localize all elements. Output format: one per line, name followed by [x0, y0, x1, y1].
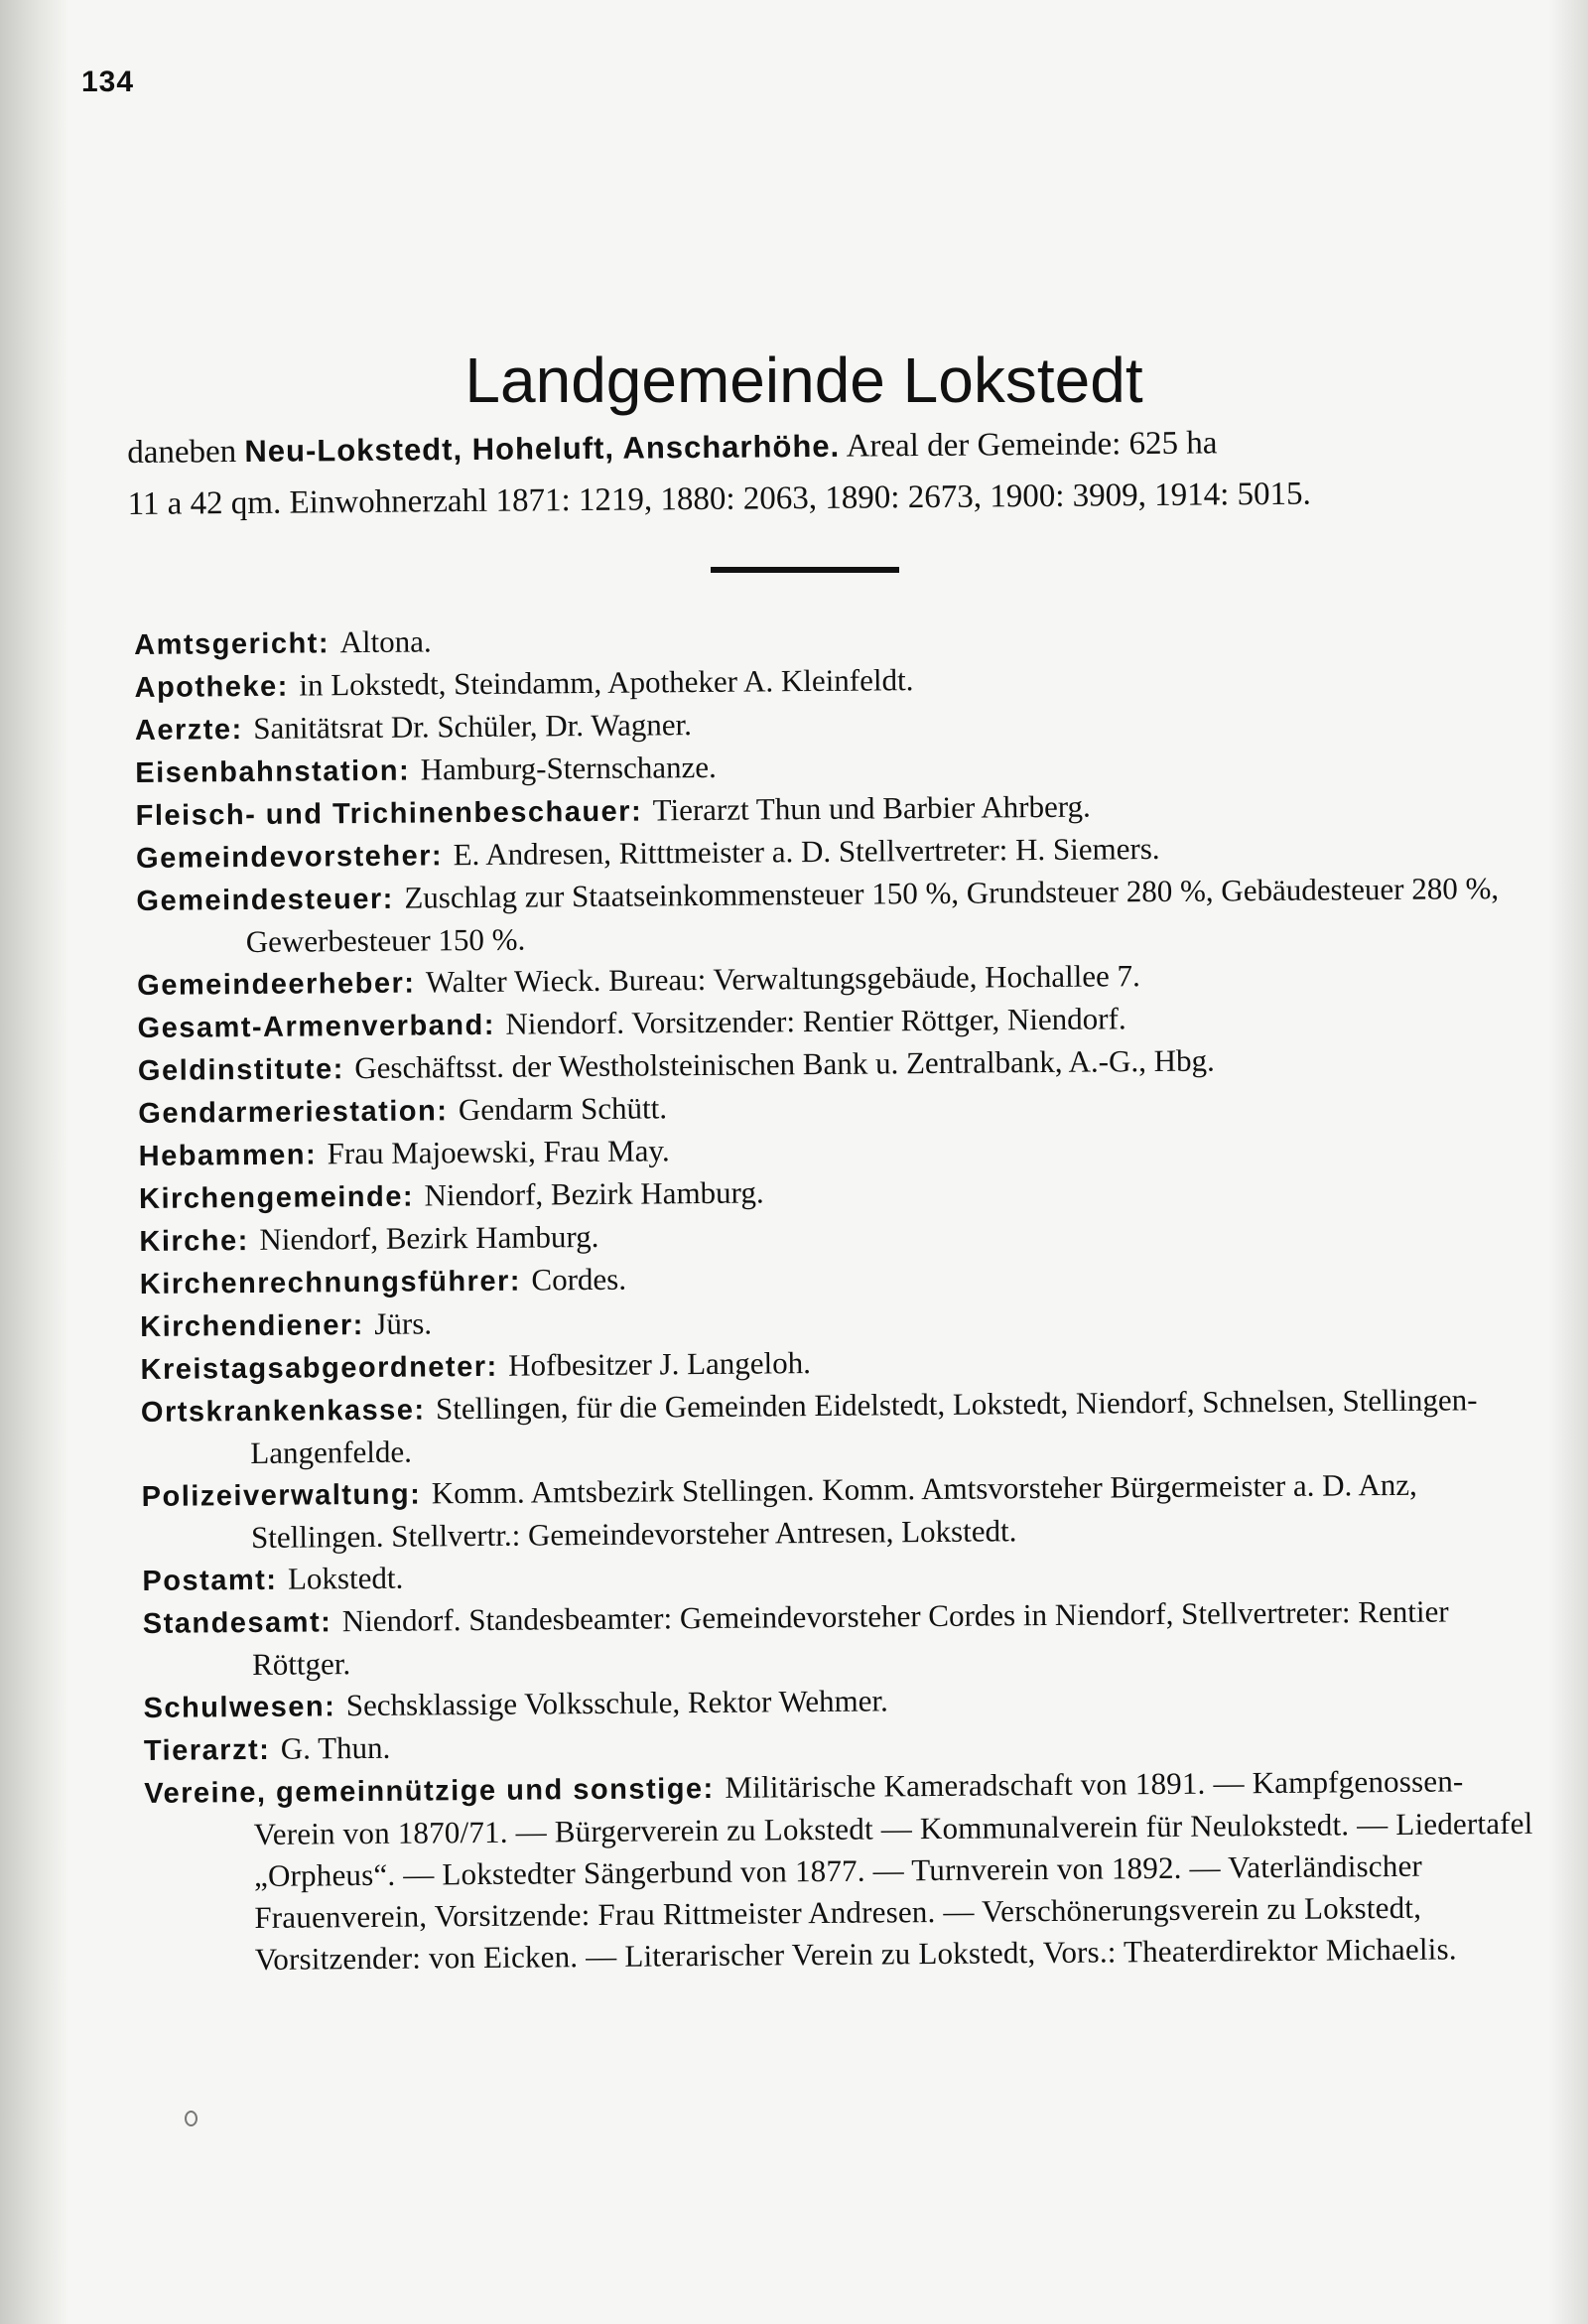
entry-value: Komm. Amtsbezirk Stellingen. Komm. Amtsvorsteher Bürgermeister a. D. Anz, Stellingen. Stellvertr.: Gemeindevorsteher Antresen, Lokstedt.	[250, 1466, 1417, 1556]
entry-key: Amtsgericht	[134, 627, 320, 661]
entry-key: Fleisch- und Trichinenbeschauer	[135, 795, 632, 832]
entry-value: E. Andresen, Ritttmeister a. D. Stellvertreter: H. Siemers.	[453, 830, 1160, 873]
entry-key: Vereine, gemeinnützige und sonstige	[144, 1773, 704, 1810]
entry-value: Niendorf, Bezirk Hamburg.	[259, 1218, 599, 1257]
entry-value: G. Thun.	[280, 1729, 391, 1766]
directory-entry: Fleisch- und Trichinenbeschauer: Tierarzt Thun und Barbier Ahrberg.	[135, 788, 1091, 832]
entry-value: Hofbesitzer J. Langeloh.	[508, 1345, 812, 1383]
entry-key: Standesamt	[142, 1606, 322, 1640]
directory-entry: Schulwesen: Sechsklassige Volksschule, Rektor Wehmer.	[143, 1683, 888, 1724]
entry-key: Kirchenrechnungsführer	[139, 1265, 510, 1300]
entry-key: Gemeindevorsteher	[135, 840, 433, 875]
directory-entry: Kirchendiener: Jürs.	[140, 1305, 433, 1343]
directory-entry: Postamt: Lokstedt.	[142, 1560, 404, 1597]
directory-entry: Gemeindevorsteher: E. Andresen, Ritttmeister a. D. Stellvertreter: H. Siemers.	[135, 830, 1160, 875]
entry-key: Gendarmeriestation	[138, 1095, 438, 1130]
entry-key: Gemeindeerheber	[137, 967, 405, 1002]
directory-entry: Polizeiverwaltung: Komm. Amtsbezirk Stellingen. Komm. Amtsvorsteher Bürgermeister a. D. Anz, Stellingen. Stellvertr.: Gemeindevorsteher Antresen, Lokstedt.	[141, 1466, 1417, 1556]
directory-entries	[134, 612, 1535, 1982]
entry-value: Sechsklassige Volksschule, Rektor Wehmer.	[345, 1683, 888, 1723]
intro-line2: 11 a 42 qm. Einwohnerzahl 1871: 1219, 1880: 2063, 1890: 2673, 1900: 3909, 1914: 5015.	[127, 476, 1311, 522]
entry-value: Geschäftsst. der Westholsteinischen Bank u. Zentralbank, A.-G., Hbg.	[354, 1042, 1215, 1086]
directory-entry: Gemeindesteuer: Zuschlag zur Staatseinkommensteuer 150 %, Grundsteuer 280 %, Gebäudesteuer 280 %, Gewerbesteuer 150 %.	[136, 871, 1500, 960]
entry-key: Postamt	[142, 1564, 267, 1597]
entry-key: Gemeindesteuer	[136, 883, 383, 917]
entry-value: Lokstedt.	[287, 1560, 404, 1596]
entry-value: Niendorf. Standesbeamter: Gemeindevorsteher Cordes in Niendorf, Stellvertreter: Rentier Röttger.	[252, 1593, 1449, 1682]
entry-value: Militärische Kameradschaft von 1891. — Kampfgenossen-Verein von 1870/71. — Bürgerverein zu Lokstedt — Kommunalverein für Neulokstedt. — Liedertafel „Orpheus“. — Lokstedter Sängerbund von 1877. — Turnverein von 1892. — Vaterländischer Frauenverein, Vorsitzende: Frau Rittmeister Andresen. — Verschönerungsverein zu Lokstedt, Vorsitzender: von Eicken. — Literarischer Verein zu Lokstedt, Vors.: Theaterdirektor Michaelis.	[253, 1763, 1533, 1977]
entry-key: Schulwesen	[143, 1691, 326, 1724]
entry-key: Geldinstitute	[137, 1053, 333, 1087]
entry-value: Cordes.	[531, 1261, 627, 1298]
page-title: Landgemeinde Lokstedt	[464, 344, 1143, 416]
directory-entry: Kreistagsabgeordneter: Hofbesitzer J. Langeloh.	[140, 1345, 812, 1386]
directory-entry: Gemeindeerheber: Walter Wieck. Bureau: Verwaltungsgebäude, Hochallee 7.	[137, 958, 1140, 1002]
directory-entry: Vereine, gemeinnützige und sonstige: Militärische Kameradschaft von 1891. — Kampfgenossen-Verein von 1870/71. — Bürgerverein zu Lokstedt — Kommunalverein für Neulokstedt. — Liedertafel „Orpheus“. — Lokstedter Sängerbund von 1877. — Turnverein von 1892. — Vaterländischer Frauenverein, Vorsitzende: Frau Rittmeister Andresen. — Verschönerungsverein zu Lokstedt, Vorsitzender: von Eicken. — Literarischer Verein zu Lokstedt, Vors.: Theaterdirektor Michaelis.	[144, 1763, 1533, 1977]
intro-prefix: daneben	[127, 433, 245, 471]
entry-value: Gendarm Schütt.	[458, 1090, 668, 1128]
directory-entry: Gesamt-Armenverband: Niendorf. Vorsitzender: Rentier Röttger, Niendorf.	[137, 1001, 1126, 1044]
directory-entry: Eisenbahnstation: Hamburg-Sternschanze.	[135, 749, 717, 789]
entry-key: Kirchendiener	[140, 1309, 353, 1343]
entry-value: Sanitätsrat Dr. Schüler, Dr. Wagner.	[253, 707, 693, 746]
directory-entry: Gendarmeriestation: Gendarm Schütt.	[138, 1090, 668, 1130]
entry-value: Hamburg-Sternschanze.	[420, 749, 717, 787]
intro-line1-rest: Areal der Gemeinde: 625 ha	[840, 425, 1218, 465]
entry-key: Hebammen	[138, 1139, 307, 1172]
entry-value: Tierarzt Thun und Barbier Ahrberg.	[652, 788, 1091, 828]
directory-entry: Apotheke: in Lokstedt, Steindamm, Apotheker A. Kleinfeldt.	[134, 662, 914, 704]
entry-value: Niendorf. Vorsitzender: Rentier Röttger, Niendorf.	[505, 1001, 1126, 1041]
directory-entry: Kirchengemeinde: Niendorf, Bezirk Hamburg.	[138, 1174, 764, 1215]
entry-value: Altona.	[339, 623, 432, 660]
entry-value: Niendorf, Bezirk Hamburg.	[424, 1174, 764, 1213]
directory-entry: Amtsgericht: Altona.	[134, 623, 432, 661]
entry-key: Aerzte	[134, 714, 232, 747]
directory-entry: Kirchenrechnungsführer: Cordes.	[139, 1261, 627, 1300]
entry-key: Eisenbahnstation	[135, 754, 400, 789]
intro-places: Neu-Lokstedt, Hoheluft, Anscharhöhe.	[244, 428, 841, 469]
intro-paragraph	[127, 415, 1498, 530]
section-divider	[711, 567, 899, 573]
paper-speck	[185, 2111, 198, 2126]
entry-key: Polizeiverwaltung	[141, 1478, 411, 1513]
directory-entry: Hebammen: Frau Majoewski, Frau May.	[138, 1133, 670, 1172]
entry-value: in Lokstedt, Steindamm, Apotheker A. Kleinfeldt.	[299, 662, 914, 703]
entry-key: Kirche	[139, 1225, 238, 1258]
entry-key: Tierarzt	[143, 1733, 260, 1767]
entry-key: Ortskrankenkasse	[140, 1394, 415, 1429]
entry-value: Zuschlag zur Staatseinkommensteuer 150 %, Grundsteuer 280 %, Gebäudesteuer 280 %, Gewerbesteuer 150 %.	[245, 871, 1500, 960]
entry-value: Jürs.	[374, 1305, 433, 1341]
directory-entry: Kirche: Niendorf, Bezirk Hamburg.	[139, 1218, 599, 1258]
entry-key: Gesamt-Armenverband	[137, 1009, 484, 1044]
page-number: 134	[81, 66, 135, 98]
directory-entry: Tierarzt: G. Thun.	[143, 1729, 391, 1767]
directory-entry: Ortskrankenkasse: Stellingen, für die Gemeinden Eidelstedt, Lokstedt, Niendorf, Schnelsen, Stellingen-Langenfelde.	[140, 1382, 1478, 1471]
entry-value: Walter Wieck. Bureau: Verwaltungsgebäude, Hochallee 7.	[425, 958, 1140, 1000]
directory-entry: Aerzte: Sanitätsrat Dr. Schüler, Dr. Wagner.	[134, 707, 693, 747]
entry-value: Frau Majoewski, Frau May.	[327, 1133, 670, 1171]
directory-entry: Geldinstitute: Geschäftsst. der Westholsteinischen Bank u. Zentralbank, A.-G., Hbg.	[137, 1042, 1215, 1087]
entry-value: Stellingen, für die Gemeinden Eidelstedt, Lokstedt, Niendorf, Schnelsen, Stellingen-Langenfelde.	[250, 1382, 1478, 1471]
entry-key: Kreistagsabgeordneter	[140, 1350, 487, 1386]
directory-entry: Standesamt: Niendorf. Standesbeamter: Gemeindevorsteher Cordes in Niendorf, Stellvertreter: Rentier Röttger.	[142, 1593, 1449, 1682]
entry-key: Apotheke	[134, 670, 278, 704]
entry-key: Kirchengemeinde	[138, 1180, 404, 1215]
